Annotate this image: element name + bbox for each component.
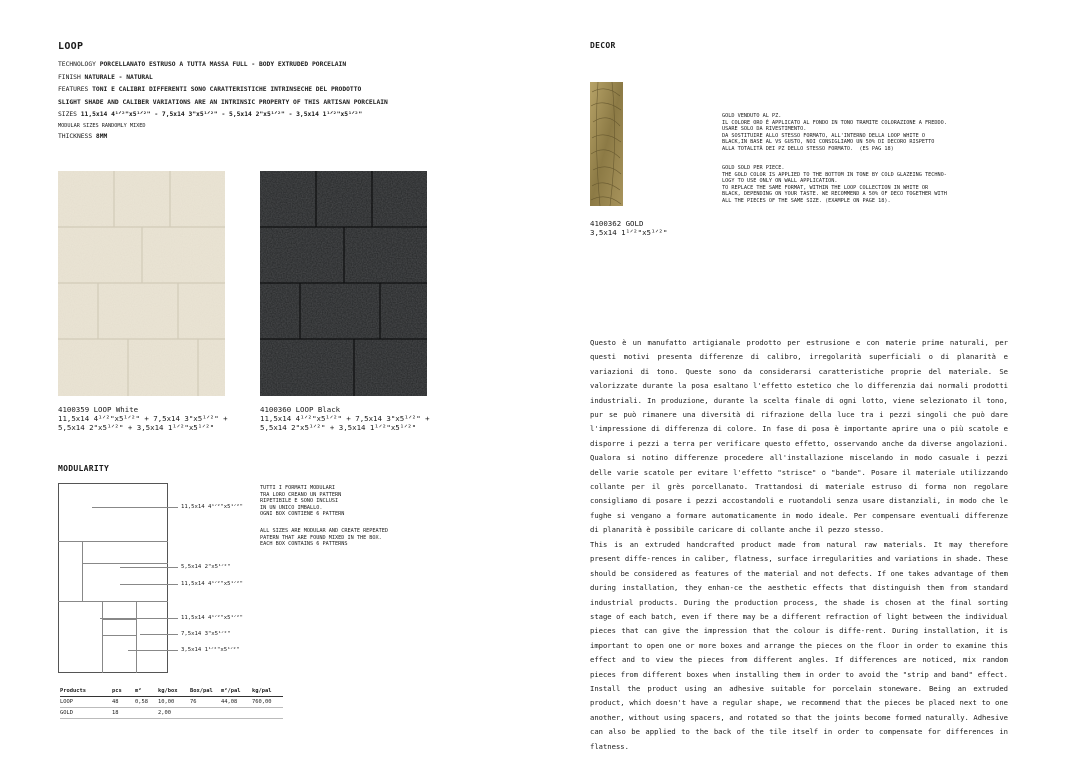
table-cell: 760,00 — [252, 699, 272, 705]
table-header: pcs — [112, 686, 135, 697]
modularity-divider — [82, 541, 83, 601]
loop-black-tile-image — [260, 171, 427, 396]
decor-caption — [590, 219, 667, 237]
spec-technology: TECHNOLOGY PORCELLANATO ESTRUSO A TUTTA MASSA FULL - BODY EXTRUDED PORCELAIN — [58, 61, 347, 68]
table-header: kg/box — [158, 686, 190, 697]
loop-white-tile-image — [58, 171, 225, 396]
table-cell — [135, 708, 158, 719]
spec-finish: FINISH NATURALE - NATURAL — [58, 73, 153, 81]
product-sizes-line: 11,5x14 4¹ᐟ²"x5¹ᐟ²" + 7,5x14 3"x5¹ᐟ²" + — [260, 414, 430, 423]
spec-features-en: SLIGHT SHADE AND CALIBER VARIATIONS ARE AN INTRINSIC PROPERTY OF THIS ARTISAN PORCELAIN — [58, 98, 388, 106]
table-cell: 44,08 — [221, 699, 238, 705]
modularity-note-it: TUTTI I FORMATI MODULARI TRA LORO CREANO UN PATTERN RIPETIBILE E SONO INCLUSI IN UN UNICO IMBALLO. OGNI BOX CONTIENE 6 PATTERN — [260, 485, 345, 518]
modularity-note-en: ALL SIZES ARE MODULAR AND CREATE REPEATED PATERN THAT ARE FOUND MIXED IN THE BOX. EACH BOX CONTAINS 6 PATTERNS — [260, 528, 389, 548]
table-cell: 0,58 — [135, 699, 148, 705]
table-cell: 18 — [112, 710, 119, 716]
decor-code: 4100362 GOLD — [590, 219, 644, 228]
description-english: This is an extruded handcrafted product made from natural raw materials. It may therefore present diffe-rences in caliber, flatness, surface irregularities and variations in shade. These should be considered as features of the material and not defects. If one takes advantage of them during installation, they enhan-ce the aesthetic effects that distinguish them from standard industrial products. During the production process, the shade is chosen at the final sorting stage of each batch, even if there may be a different refraction of light between the individual pieces that can give the impression that the colour is diffe-rent. During installation, it is important to open one or more boxes and arrange the pieces on the floor in order to examine this effect and to view the pieces from different angles. If differences are noticed, mix random pieces from different boxes when installing them in order to avoid the "strip and band" effect. Install the product using an adhesive suitable for porcelain stoneware. Being an extruded product, which doesn't have a regular shape, we recommend that the pieces be placed next to one another, without using spacers, and rotated so that the joints become formed naturally. Adhesive can also be applied to the back of the tile itself in order to compensate for differences in flatness. — [590, 540, 1008, 751]
table-cell: 76 — [190, 699, 197, 705]
packaging-table — [60, 686, 283, 719]
modularity-label: 3,5x14 1¹ᐟ²"x5¹ᐟ²" — [181, 647, 240, 653]
modularity-divider — [136, 601, 137, 673]
modularity-label: 7,5x14 3"x5¹ᐟ²" — [181, 631, 231, 637]
table-cell — [221, 708, 252, 719]
product-code: 4100360 LOOP Black — [260, 405, 341, 414]
spec-sizes-note: MODULAR SIZES RANDOMLY MIXED — [58, 122, 146, 129]
product-caption-black — [260, 405, 430, 432]
modularity-label: 5,5x14 2"x5¹ᐟ²" — [181, 564, 231, 570]
table-cell — [190, 708, 221, 719]
decor-size: 3,5x14 1¹ᐟ²"x5¹ᐟ²" — [590, 228, 668, 237]
table-cell: GOLD — [60, 710, 73, 716]
table-header: Products — [60, 686, 112, 697]
leader-line — [92, 507, 178, 508]
modularity-label: 11,5x14 4¹ᐟ²"x5¹ᐟ²" — [181, 581, 243, 587]
leader-line — [140, 634, 178, 635]
decor-title: DECOR — [590, 41, 616, 50]
modularity-label: 11,5x14 4¹ᐟ²"x5¹ᐟ²" — [181, 504, 243, 510]
decor-note-en: GOLD SOLD PER PIECE. THE GOLD COLOR IS APPLIED TO THE BOTTOM IN TONE BY COLD GLAZEING TECHNO- LOGY TO USE ONLY ON WALL APPLICATION. TO REPLACE THE SAME FORMAT, WITHIN THE LOOP COLLECTION IN WHITE OR BLACK, DEPENDING ON YOUR TASTE. WE RECOMMEND A 50% OF DECO TOGETHER WITH ALL THE PIECES OF THE SAME SIZE. (EXAMPLE ON PAGE 18). — [722, 165, 947, 204]
modularity-title: MODULARITY — [58, 464, 110, 473]
modularity-diagram — [58, 483, 168, 673]
collection-title: LOOP — [58, 41, 84, 52]
product-code: 4100359 LOOP White — [58, 405, 139, 414]
modularity-divider — [102, 601, 103, 673]
table-header: m²/pal — [221, 686, 252, 697]
table-cell: 48 — [112, 699, 119, 705]
table-header-row — [60, 686, 283, 697]
modularity-divider — [58, 541, 168, 542]
decor-gold-tile-image — [590, 82, 623, 206]
product-caption-white — [58, 405, 228, 432]
table-header: m² — [135, 686, 158, 697]
leader-line — [100, 618, 178, 619]
product-sizes-line: 11,5x14 4¹ᐟ²"x5¹ᐟ²" + 7,5x14 3"x5¹ᐟ²" + — [58, 414, 228, 423]
spec-thickness: THICKNESS 8MM — [58, 132, 108, 140]
table-cell — [252, 708, 283, 719]
product-sizes-line: 5,5x14 2"x5¹ᐟ²" + 3,5x14 1¹ᐟ²"x5¹ᐟ²" — [58, 423, 215, 432]
description-italian: Questo è un manufatto artigianale prodotto per estrusione e con materie prime naturali, per questi motivi presenta differenze di calibro, irregolarità superficiali o di planarità e variazioni di tono. Queste sono da considerarsi caratteristiche proprie del materiale. Se valorizzate durante la posa esaltano l'effetto estetico che lo differenzia dai normali prodotti industriali. In produzione, durante la scelta finale di ogni lotto, viene selezionato il tono, pur se può rimanere una diversità di rifrazione della luce tra i pezzi singoli che può dare l'impressione di differenza di colore. In fase di posa è importante aprire una o più scatole e disporre i pezzi a terra per verificare questo effetto, osservando anche da diverse angolazioni. Qualora si notino differenze procedere all'installazione miscelando in modo casuale i pezzi delle varie scatole per evitare l'effetto "strisce" o "bande". Posare il materiale utilizzando collante per il grès porcellanato. Trattandosi di materiale estruso di forma non regolare consigliamo di posare i pezzi accostandoli e ruotandoli senza usare distanziali, in modo che le fughe si vengano a formare automaticamente in modo ideale. Per compensare eventuali differenze di planarità è possibile caricare di collante anche il pezzo stesso. — [590, 338, 1008, 535]
modularity-divider — [102, 619, 136, 620]
modularity-label: 11,5x14 4¹ᐟ²"x5¹ᐟ²" — [181, 615, 243, 621]
table-header: kg/pal — [252, 686, 283, 697]
leader-line — [120, 584, 178, 585]
table-cell: 2,00 — [158, 710, 171, 716]
decor-note-it: GOLD VENDUTO AL PZ. IL COLORE ORO È APPLICATO AL FONDO IN TONO TRAMITE COLORAZIONE A FREDDO. USARE SOLO DA RIVESTIMENTO. DA SOSTITUIRE ALLO STESSO FORMATO, ALL'INTERNO DELLA LOOP WHITE O BLACK,IN BASE AL VS GUSTO, NOI CONSIGLIAMO UN 50% DI DECORO RISPETTO ALLA TOTALITÀ DEI PZ DELLO STESSO FORMATO. (ES PAG 18) — [722, 113, 947, 152]
modularity-divider — [58, 601, 168, 602]
table-cell: 10,00 — [158, 699, 175, 705]
leader-line — [128, 650, 178, 651]
spec-sizes: SIZES 11,5x14 4¹ᐟ²"x5¹ᐟ²" - 7,5x14 3"x5¹ᐟ²" - 5,5x14 2"x5¹ᐟ²" - 3,5x14 1¹ᐟ²"x5¹ᐟ²" — [58, 111, 363, 118]
product-sizes-line: 5,5x14 2"x5¹ᐟ²" + 3,5x14 1¹ᐟ²"x5¹ᐟ²" — [260, 423, 417, 432]
modularity-divider — [82, 563, 168, 564]
modularity-divider — [102, 635, 136, 636]
table-row — [60, 708, 283, 719]
spec-features: FEATURES TONI E CALIBRI DIFFERENTI SONO CARATTERISTICHE INTRINSECHE DEL PRODOTTO — [58, 86, 362, 93]
spec-block — [58, 59, 388, 143]
modularity-frame — [58, 483, 168, 673]
table-header: Box/pal — [190, 686, 221, 697]
table-row — [60, 697, 283, 708]
table-cell: LOOP — [60, 699, 73, 705]
leader-line — [120, 567, 178, 568]
